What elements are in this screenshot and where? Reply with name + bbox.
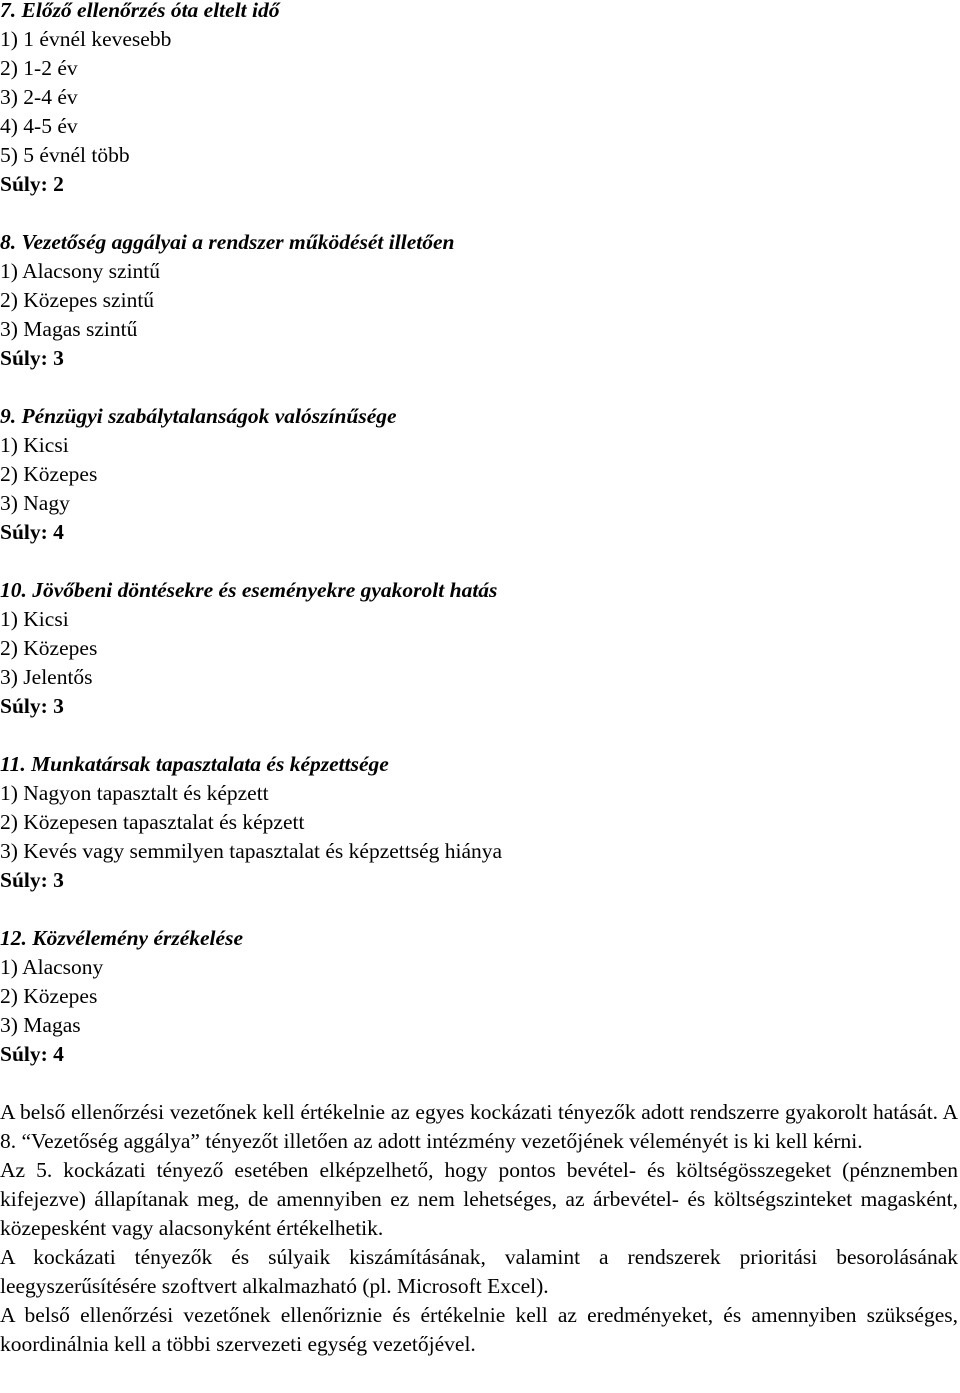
- option-item: 3) Magas szintű: [0, 317, 138, 341]
- body-paragraph: Az 5. kockázati tényező esetében elképzelhető, hogy pontos bevétel- és költségösszegeket (pénznemben kifejezve) állapítanak meg, de amennyiben ez nem lehetséges, az árbevétel- és költségszinteket magasként, közepesként vagy alacsonyként értékelhetik.: [0, 1158, 958, 1240]
- weight-label: Súly: 2: [0, 172, 64, 196]
- option-item: 5) 5 évnél több: [0, 143, 130, 167]
- option-item: 3) Jelentős: [0, 665, 93, 689]
- section-heading: 8. Vezetőség aggályai a rendszer működését illetően: [0, 230, 455, 254]
- option-item: 2) Közepes szintű: [0, 288, 155, 312]
- section-heading: 9. Pénzügyi szabálytalanságok valószínűsége: [0, 404, 397, 428]
- weight-label: Súly: 3: [0, 346, 64, 370]
- spacer: [0, 547, 958, 576]
- section-heading: 11. Munkatársak tapasztalata és képzettsége: [0, 752, 389, 776]
- weight-label: Súly: 4: [0, 520, 64, 544]
- body-paragraph: A belső ellenőrzési vezetőnek ellenőriznie és értékelnie kell az eredményeket, és amennyiben szükséges, koordinálnia kell a többi szervezeti egység vezetőjével.: [0, 1303, 958, 1356]
- section-heading: 12. Közvélemény érzékelése: [0, 926, 243, 950]
- risk-factor-section: [0, 750, 958, 895]
- option-item: 1) 1 évnél kevesebb: [0, 27, 172, 51]
- spacer: [0, 721, 958, 750]
- option-item: 1) Nagyon tapasztalt és képzett: [0, 781, 269, 805]
- weight-label: Súly: 3: [0, 868, 64, 892]
- risk-factor-section: [0, 924, 958, 1069]
- option-item: 2) Közepes: [0, 462, 98, 486]
- option-item: 1) Alacsony: [0, 955, 104, 979]
- weight-label: Súly: 4: [0, 1042, 64, 1066]
- option-item: 2) Közepes: [0, 636, 98, 660]
- body-paragraph: A belső ellenőrzési vezetőnek kell értékelnie az egyes kockázati tényezők adott rendszerre gyakorolt hatását. A 8. “Vezetőség aggálya” tényezőt illetően az adott intézmény vezetőjének véleményét is ki kell kérni.: [0, 1100, 958, 1153]
- risk-factor-section: [0, 402, 958, 547]
- section-heading: 7. Előző ellenőrzés óta eltelt idő: [0, 0, 280, 22]
- option-item: 3) Nagy: [0, 491, 70, 515]
- risk-factor-section: [0, 576, 958, 721]
- body-paragraph: A kockázati tényezők és súlyaik kiszámításának, valamint a rendszerek prioritási besorolásának leegyszerűsítésére szoftvert alkalmazható (pl. Microsoft Excel).: [0, 1245, 958, 1298]
- option-item: 1) Kicsi: [0, 433, 69, 457]
- option-item: 2) 1-2 év: [0, 56, 78, 80]
- option-item: 2) Közepesen tapasztalat és képzett: [0, 810, 305, 834]
- option-item: 1) Alacsony szintű: [0, 259, 161, 283]
- option-item: 2) Közepes: [0, 984, 98, 1008]
- risk-factor-section: [0, 0, 958, 199]
- option-item: 4) 4-5 év: [0, 114, 78, 138]
- weight-label: Súly: 3: [0, 694, 64, 718]
- section-heading: 10. Jövőbeni döntésekre és eseményekre gyakorolt hatás: [0, 578, 498, 602]
- option-item: 1) Kicsi: [0, 607, 69, 631]
- option-item: 3) 2-4 év: [0, 85, 78, 109]
- spacer: [0, 1069, 958, 1098]
- risk-factor-section: [0, 228, 958, 373]
- spacer: [0, 199, 958, 228]
- spacer: [0, 895, 958, 924]
- option-item: 3) Magas: [0, 1013, 81, 1037]
- option-item: 3) Kevés vagy semmilyen tapasztalat és képzettség hiánya: [0, 839, 503, 863]
- spacer: [0, 373, 958, 402]
